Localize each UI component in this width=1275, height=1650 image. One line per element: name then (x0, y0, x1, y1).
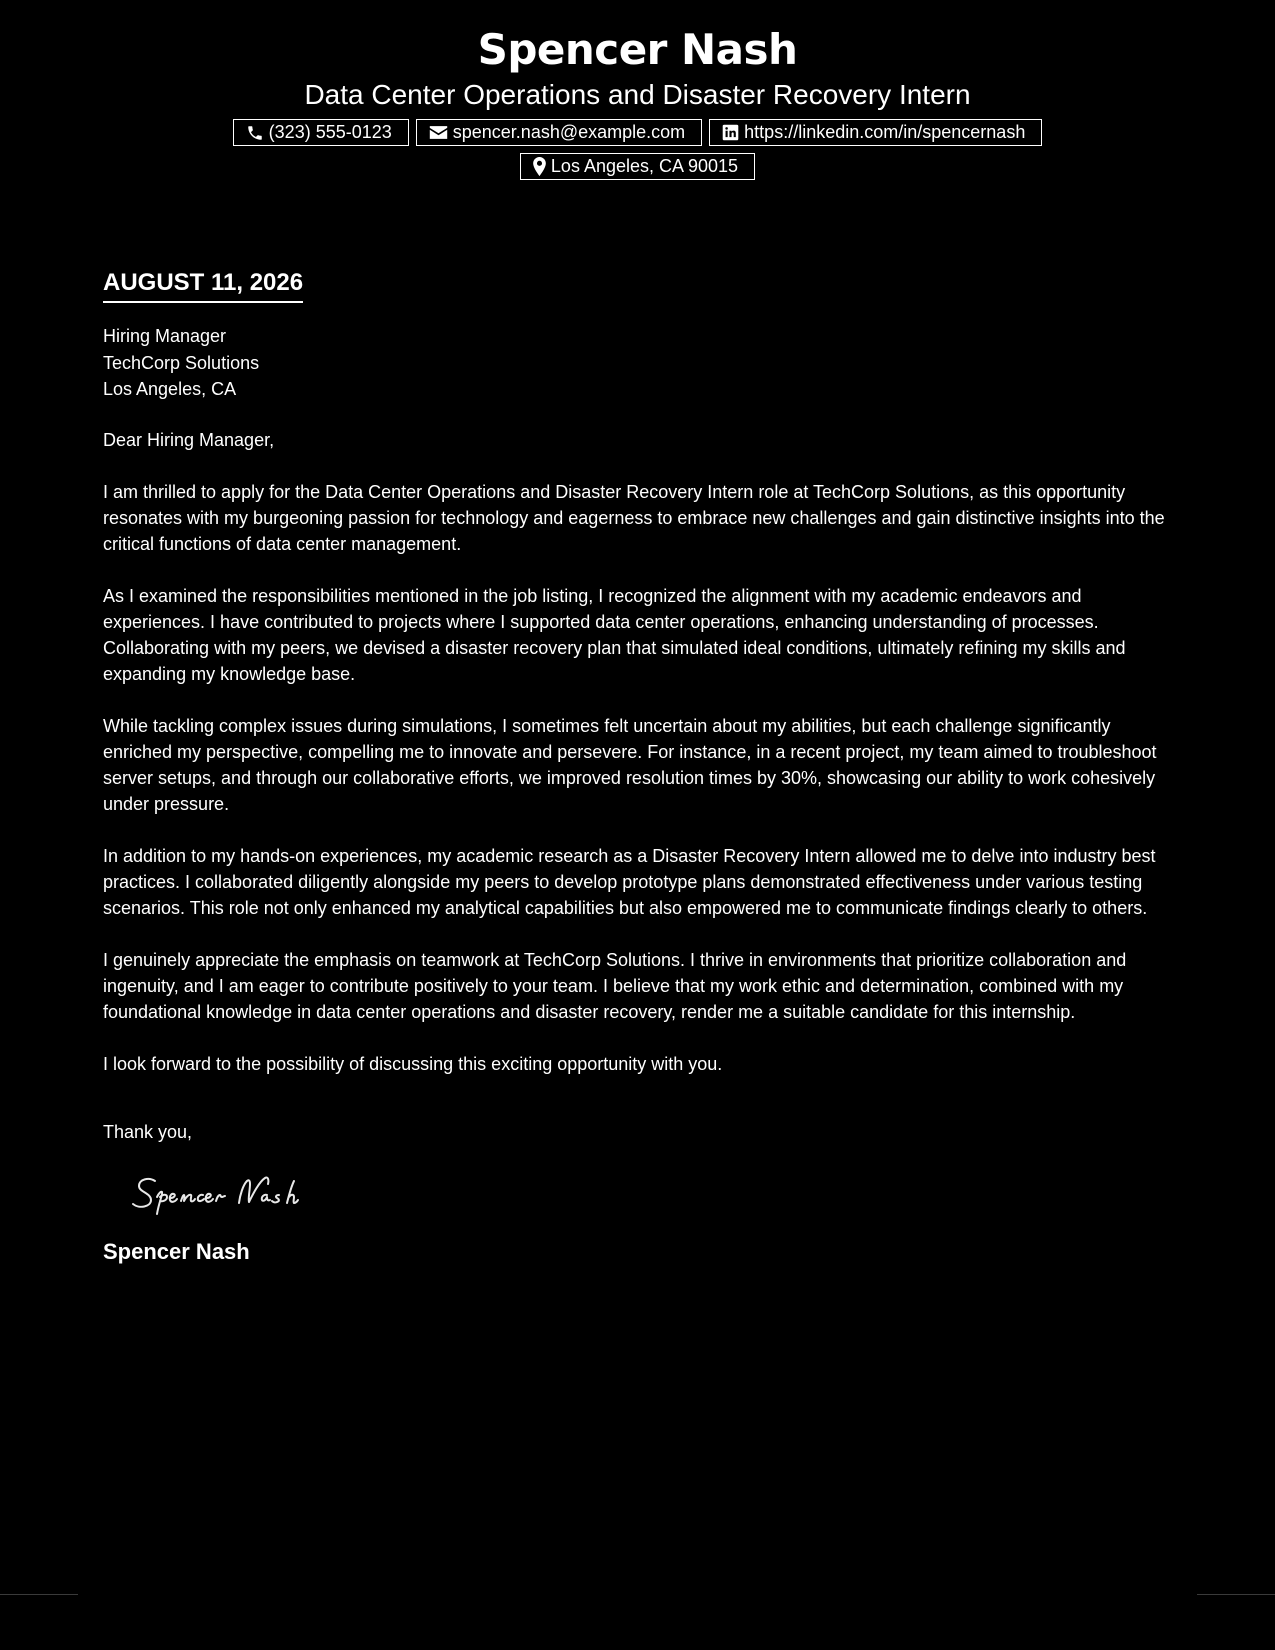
contact-row-location (0, 153, 1275, 180)
footer-rule-right (1197, 1594, 1275, 1595)
email-text: spencer.nash@example.com (452, 122, 686, 142)
applicant-name: Spencer Nash (477, 25, 798, 74)
letter-date: AUGUST 11, 2026 (103, 266, 303, 303)
letterhead (0, 22, 1275, 180)
salutation: Dear Hiring Manager, (103, 429, 275, 450)
map-marker-icon (533, 157, 546, 176)
signer-name: Spencer Nash (103, 1238, 250, 1264)
linkedin-text: https://linkedin.com/in/spencernash (744, 122, 1026, 142)
phone-icon (246, 124, 264, 142)
letter-body (103, 266, 1173, 1267)
contact-row (0, 119, 1275, 146)
paragraph: I am thrilled to apply for the Data Center Operations and Disaster Recovery Intern role at TechCorp Solutions, as this opportunity resonates with my burgeoning passion for technology and eagerness to embrace new challenges and gain distinctive insights into the critical functions of data center management. (103, 481, 1165, 554)
envelope-icon (429, 125, 448, 140)
location-text: Los Angeles, CA 90015 (550, 156, 739, 176)
recipient-block (103, 323, 1173, 403)
signature-drawing (127, 1167, 357, 1223)
phone-chip[interactable] (233, 119, 409, 146)
applicant-role: Data Center Operations and Disaster Recovery Intern (304, 79, 971, 110)
paragraph: In addition to my hands-on experiences, my academic research as a Disaster Recovery Intern allowed me to delve into industry best practices. I collaborated diligently alongside my peers to develop prototype plans demonstrated effectiveness under various testing scenarios. This role not only enhanced my analytical capabilities but also empowered me to communicate findings clearly to others. (103, 845, 1156, 918)
linkedin-icon (722, 124, 739, 141)
paragraph: While tackling complex issues during simulations, I sometimes felt uncertain about my abilities, but each challenge significantly enriched my perspective, compelling me to innovate and persevere. For instance, in a recent project, my team aimed to troubleshoot server setups, and through our collaborative efforts, we improved resolution times by 30%, showcasing our ability to work cohesively under pressure. (103, 715, 1157, 814)
signature-image (127, 1167, 1173, 1223)
email-chip[interactable] (416, 119, 702, 146)
location-chip[interactable] (520, 153, 755, 180)
linkedin-chip[interactable] (709, 119, 1042, 146)
recipient-company: TechCorp Solutions (103, 352, 260, 373)
recipient-location: Los Angeles, CA (103, 379, 237, 399)
paragraph: As I examined the responsibilities mentioned in the job listing, I recognized the alignment with my academic endeavors and experiences. I have contributed to projects where I supported data center operations, enhancing understanding of processes. Collaborating with my peers, we devised a disaster recovery plan that simulated ideal conditions, ultimately refining my skills and expanding my knowledge base. (103, 585, 1126, 684)
paragraph: I genuinely appreciate the emphasis on teamwork at TechCorp Solutions. I thrive in environments that prioritize collaboration and ingenuity, and I am eager to contribute positively to your team. I believe that my work ethic and determination, combined with my foundational knowledge in data center operations and disaster recovery, render me a suitable candidate for this internship. (103, 949, 1127, 1022)
footer-rule-left (0, 1594, 78, 1595)
closing: Thank you, (103, 1121, 193, 1142)
recipient-title: Hiring Manager (103, 326, 227, 346)
phone-text: (323) 555-0123 (268, 122, 392, 142)
paragraph: I look forward to the possibility of discussing this exciting opportunity with you. (103, 1053, 723, 1074)
